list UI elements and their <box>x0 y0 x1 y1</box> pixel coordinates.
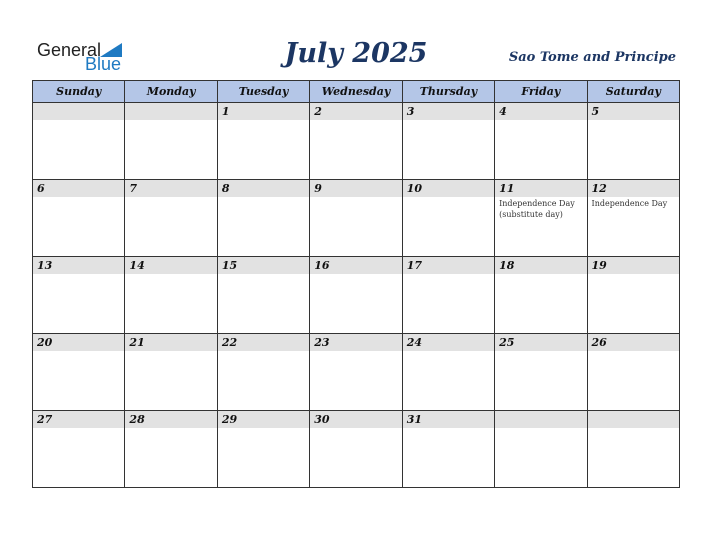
day-number-bar <box>495 103 586 120</box>
day-cell <box>587 411 679 488</box>
day-number-bar <box>218 334 309 351</box>
day-cell <box>587 334 679 411</box>
week-row <box>33 180 680 257</box>
day-number: 3 <box>406 105 415 118</box>
day-cell <box>310 103 402 180</box>
day-number: 27 <box>37 413 53 426</box>
day-cell <box>217 334 309 411</box>
holiday-event <box>218 197 309 198</box>
day-number: 9 <box>314 182 322 195</box>
day-cell <box>125 103 217 180</box>
day-number-bar <box>125 257 216 274</box>
holiday-event <box>218 120 309 121</box>
day-number-bar <box>125 411 216 428</box>
logo-text-general: General <box>37 40 102 60</box>
day-number-bar <box>403 257 494 274</box>
week-row <box>33 103 680 180</box>
day-number-bar <box>588 411 679 428</box>
holiday-event <box>495 120 586 121</box>
holiday-event <box>125 428 216 429</box>
holiday-event: Independence Day (substitute day) <box>499 199 575 219</box>
day-number: 19 <box>591 259 607 272</box>
day-number: 8 <box>221 182 230 195</box>
day-number: 17 <box>406 259 422 272</box>
day-number-bar <box>310 180 401 197</box>
day-number: 18 <box>499 259 515 272</box>
weekday-header: Tuesday <box>217 81 309 103</box>
day-cell <box>495 103 587 180</box>
day-number: 23 <box>314 336 330 349</box>
day-number-bar <box>588 257 679 274</box>
day-number: 7 <box>129 182 138 195</box>
day-number-bar <box>125 334 216 351</box>
day-number-bar <box>218 411 309 428</box>
day-number-bar <box>588 103 679 120</box>
calendar-body <box>33 103 680 488</box>
day-number: 11 <box>499 182 515 195</box>
day-cell <box>125 411 217 488</box>
day-number: 6 <box>37 182 45 195</box>
holiday-event <box>588 351 679 352</box>
holiday-event <box>310 197 401 198</box>
holiday-event <box>310 120 401 121</box>
day-number: 1 <box>221 105 230 118</box>
day-cell <box>33 334 125 411</box>
day-number: 31 <box>406 413 422 426</box>
day-cell <box>402 334 494 411</box>
day-number: 30 <box>314 413 330 426</box>
holiday-event <box>125 120 216 121</box>
holiday-event <box>403 351 494 352</box>
holiday-event <box>495 274 586 275</box>
weekday-header: Sunday <box>33 81 125 103</box>
day-cell <box>402 103 494 180</box>
week-row <box>33 334 680 411</box>
day-number: 28 <box>129 413 145 426</box>
weekday-header: Monday <box>125 81 217 103</box>
day-number: 15 <box>221 259 238 272</box>
day-number-bar <box>403 180 494 197</box>
holiday-event <box>218 351 309 352</box>
day-cell <box>310 180 402 257</box>
week-row <box>33 411 680 488</box>
holiday-event <box>33 428 124 429</box>
day-cell <box>310 257 402 334</box>
day-cell <box>217 257 309 334</box>
day-number-bar <box>310 103 401 120</box>
day-number: 25 <box>499 336 515 349</box>
day-number-bar <box>403 411 494 428</box>
holiday-event <box>125 351 216 352</box>
day-number-bar <box>495 257 586 274</box>
generalblue-logo <box>37 40 137 74</box>
holiday-event <box>33 351 124 352</box>
day-number-bar <box>218 257 309 274</box>
day-number: 10 <box>406 182 422 195</box>
holiday-event <box>495 428 586 429</box>
day-number: 12 <box>591 182 607 195</box>
day-cell <box>33 103 125 180</box>
day-cell <box>495 411 587 488</box>
day-cell <box>402 180 494 257</box>
day-number-bar <box>33 257 124 274</box>
day-number-bar <box>218 103 309 120</box>
calendar-title: July 2025 <box>284 38 428 69</box>
holiday-event <box>33 197 124 198</box>
day-number-bar <box>310 334 401 351</box>
day-cell <box>33 257 125 334</box>
day-cell <box>125 334 217 411</box>
day-number-bar <box>33 103 124 120</box>
weekday-header: Thursday <box>402 81 494 103</box>
day-number: 2 <box>314 105 322 118</box>
day-number-bar <box>403 334 494 351</box>
day-cell <box>495 180 587 257</box>
day-cell <box>217 180 309 257</box>
day-cell <box>495 334 587 411</box>
day-number-bar <box>495 411 586 428</box>
day-cell <box>33 411 125 488</box>
weekday-header-row <box>33 81 680 103</box>
day-number: 4 <box>499 105 507 118</box>
day-number-bar <box>218 180 309 197</box>
day-number-bar <box>495 180 586 197</box>
holiday-event <box>588 428 679 429</box>
day-number-bar <box>125 180 216 197</box>
holiday-event <box>588 274 679 275</box>
day-cell <box>310 411 402 488</box>
day-cell <box>217 103 309 180</box>
day-cell <box>33 180 125 257</box>
day-number-bar <box>495 334 586 351</box>
day-cell <box>587 180 679 257</box>
day-cell <box>125 180 217 257</box>
holiday-event <box>125 274 216 275</box>
week-row <box>33 257 680 334</box>
day-number: 20 <box>37 336 53 349</box>
day-number: 22 <box>221 336 238 349</box>
day-number: 24 <box>406 336 422 349</box>
day-number-bar <box>310 411 401 428</box>
day-number-bar <box>403 103 494 120</box>
day-number: 16 <box>314 259 330 272</box>
holiday-event <box>310 274 401 275</box>
day-number-bar <box>33 411 124 428</box>
weekday-header: Saturday <box>587 81 679 103</box>
logo-text-blue: Blue <box>85 54 122 74</box>
holiday-event: Independence Day <box>591 199 668 208</box>
day-number-bar <box>33 334 124 351</box>
holiday-event <box>403 428 494 429</box>
holiday-event <box>403 120 494 121</box>
holiday-event <box>495 351 586 352</box>
holiday-event <box>125 197 216 198</box>
day-number: 5 <box>591 105 600 118</box>
day-cell <box>402 411 494 488</box>
day-cell <box>587 257 679 334</box>
holiday-event <box>218 274 309 275</box>
calendar-grid <box>32 80 680 488</box>
day-cell <box>402 257 494 334</box>
day-number-bar <box>588 334 679 351</box>
day-cell <box>217 411 309 488</box>
day-number-bar <box>33 180 124 197</box>
day-number-bar <box>125 103 216 120</box>
holiday-event <box>218 428 309 429</box>
weekday-header: Friday <box>495 81 587 103</box>
day-cell <box>587 103 679 180</box>
holiday-event <box>310 351 401 352</box>
holiday-event <box>403 274 494 275</box>
day-number-bar <box>310 257 401 274</box>
day-number: 14 <box>129 259 145 272</box>
day-number: 21 <box>129 336 145 349</box>
holiday-event <box>310 428 401 429</box>
day-cell <box>310 334 402 411</box>
holiday-event <box>33 274 124 275</box>
holiday-event <box>403 197 494 198</box>
day-cell <box>495 257 587 334</box>
holiday-event <box>588 120 679 121</box>
holiday-event <box>33 120 124 121</box>
weekday-header: Wednesday <box>310 81 402 103</box>
day-cell <box>125 257 217 334</box>
day-number-bar <box>588 180 679 197</box>
day-number: 13 <box>37 259 53 272</box>
country-name: Sao Tome and Principe <box>508 50 676 65</box>
day-number: 29 <box>221 413 238 426</box>
day-number: 26 <box>591 336 607 349</box>
